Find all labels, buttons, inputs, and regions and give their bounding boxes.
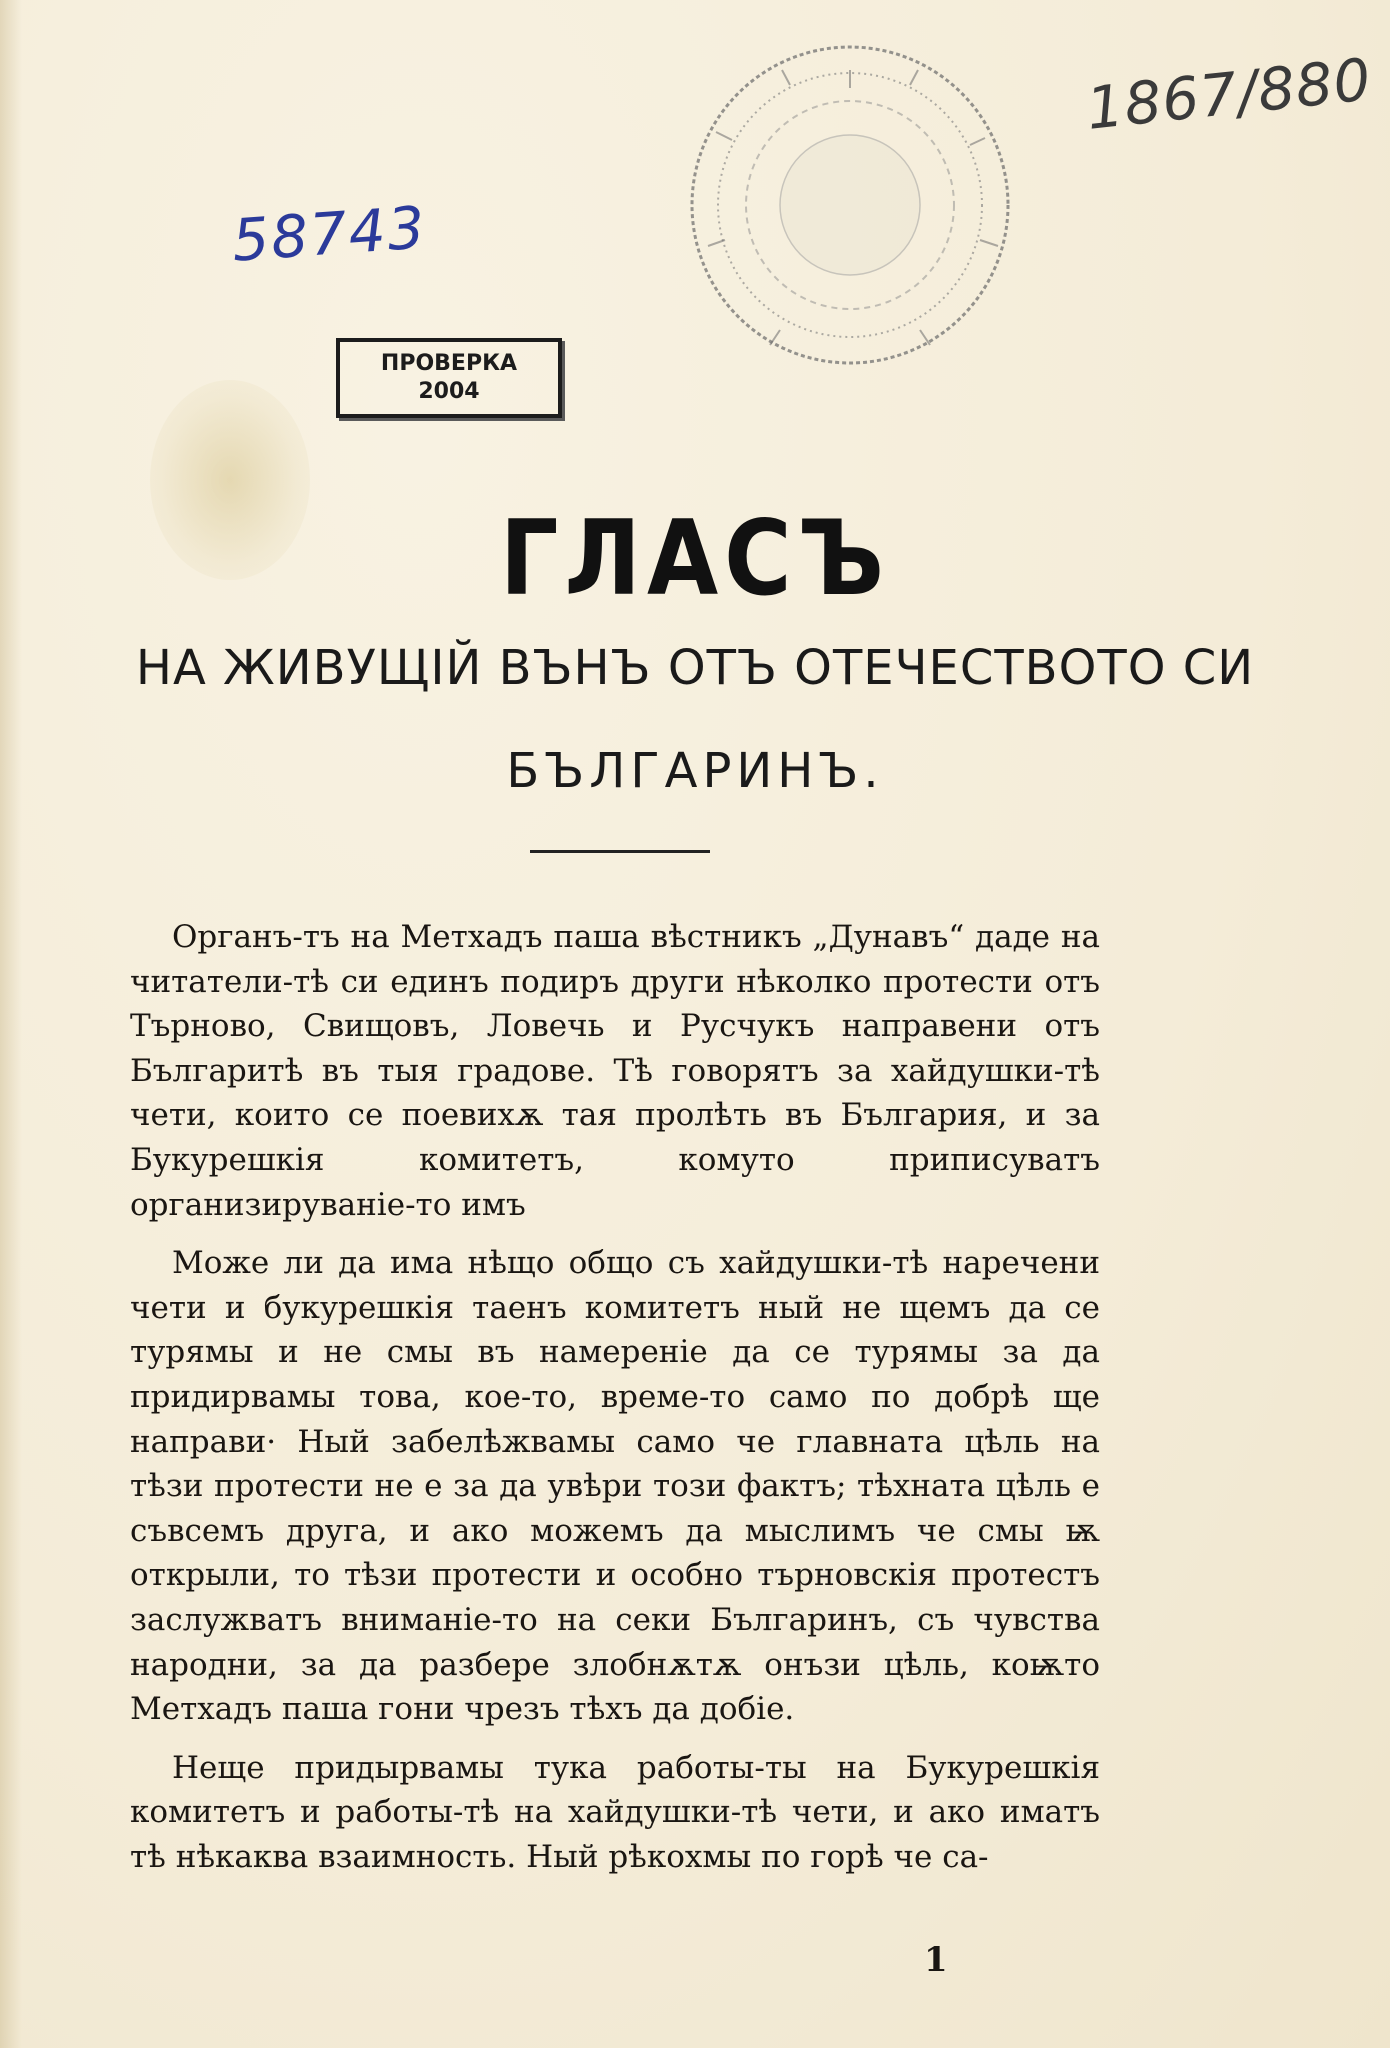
subtitle: НА ЖИВУЩІЙ ВЪНЪ ОТЪ ОТЕЧЕСТВОТО СИ: [135, 640, 1255, 696]
page-number: 1: [924, 1940, 948, 1980]
check-stamp-line2: 2004: [418, 379, 480, 404]
check-stamp: [336, 338, 562, 418]
handwritten-date: 1867/880: [1083, 45, 1375, 143]
paragraph: Може ли да има нѣщо общо съ хайдушки-тѣ наречени чети и букурешкія таенъ комитетъ ный не щемъ да се турямы и не смы въ намереніе да се турямы за да придирвамы това, кое-то, време-то само по добрѣ ще направи· Ный забелѣжвамы само че главната цѣль на тѣзи протести не е за да увѣри този фактъ; тѣхната цѣль е съвсемъ друга, и ако можемъ да мыслимъ че смы ѭ открыли, то тѣзи протести и особно търновскія протестъ заслужватъ вниманіе-то на секи Българинъ, съ чувства народни, за да разбере злобнѫтѫ онъзи цѣль, коѭто Метхадъ паша гони чрезъ тѣхъ да добіе.: [130, 1245, 1100, 1728]
library-seal-icon: [680, 40, 1020, 370]
page-edge-shadow: [0, 0, 22, 2048]
paragraph: Неще придырвамы тука работы-ты на Букурешкія комитетъ и работы-тѣ на хайдушки-тѣ чети, и ако иматъ тѣ нѣкаква взаимность. Ный рѣкохмы по горѣ че са-: [130, 1749, 1100, 1875]
body-text: [130, 915, 1100, 1893]
subtitle-second-line: БЪЛГАРИНЪ.: [506, 743, 884, 799]
paragraph: Органъ-тъ на Метхадъ паша вѣстникъ „Дунавъ“ даде на читатели-тѣ си единъ подиръ други нѣколко протести отъ Търново, Свищовъ, Ловечь и Русчукъ направени отъ Българитѣ въ тыя градове. Тѣ говорятъ за хайдушки-тѣ чети, които се поевихѫ тая пролѣть въ България, и за Букурешкія комитетъ, комуто приписуватъ организируваніе-то имъ: [130, 919, 1100, 1223]
divider-rule: [530, 850, 710, 853]
page-title: ГЛАСЪ: [499, 498, 891, 619]
catalog-number: 58743: [229, 193, 429, 275]
check-stamp-line1: ПРОВЕРКА: [380, 351, 518, 376]
